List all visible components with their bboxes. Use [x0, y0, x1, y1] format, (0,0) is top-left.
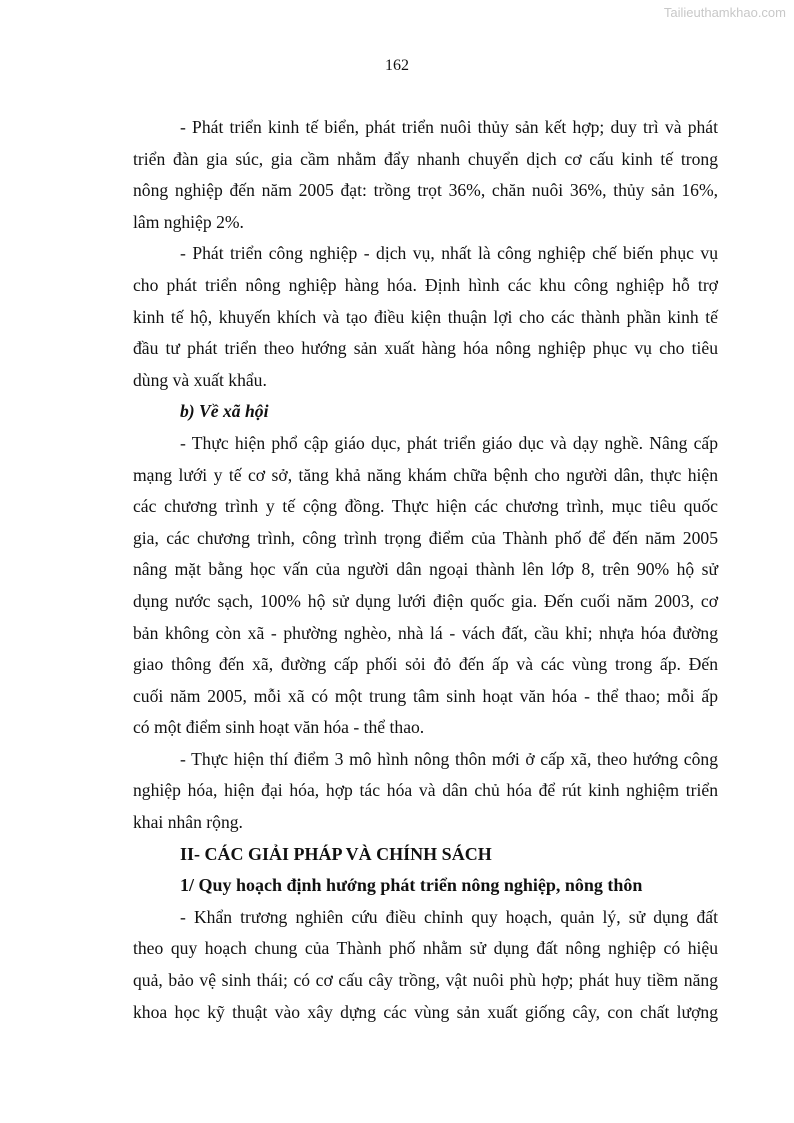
- watermark: Tailieuthamkhao.com: [663, 5, 786, 20]
- document-body: [133, 112, 718, 1028]
- text-line: triển đàn gia súc, gia cầm nhằm đẩy nhanh chuyển dịch cơ cấu kinh tế trong: [133, 148, 718, 169]
- text-line: cuối năm 2005, mỗi xã có một trung tâm sinh hoạt văn hóa - thể thao; mỗi ấp: [133, 685, 718, 706]
- text-line: bản không còn xã - phường nghèo, nhà lá - vách đất, cầu khỉ; nhựa hóa đường: [133, 622, 718, 643]
- text-line: quả, bảo vệ sinh thái; có cơ cấu cây trồng, vật nuôi phù hợp; phát huy tiềm năng: [133, 970, 718, 991]
- text-line: có một điểm sinh hoạt văn hóa - thể thao.: [133, 717, 425, 738]
- text-line: dụng nước sạch, 100% hộ sử dụng lưới điện quốc gia. Đến cuối năm 2003, cơ: [133, 590, 718, 611]
- section-heading: [133, 396, 718, 428]
- text-line: nâng mặt bằng học vấn của người dân ngoại thành lên lớp 8, trên 90% hộ sử: [133, 559, 718, 580]
- text-line: lâm nghiệp 2%.: [133, 211, 244, 232]
- paragraph: [133, 238, 718, 396]
- section-heading: [133, 870, 718, 902]
- paragraph: [133, 112, 718, 238]
- text-line: 1/ Quy hoạch định hướng phát triển nông nghiệp, nông thôn: [180, 875, 643, 896]
- text-line: cho phát triển nông nghiệp hàng hóa. Định hình các khu công nghiệp hỗ trợ: [133, 274, 718, 295]
- text-line: nông nghiệp đến năm 2005 đạt: trồng trọt 36%, chăn nuôi 36%, thủy sản 16%,: [133, 180, 718, 201]
- paragraph: [133, 744, 718, 839]
- paragraph: [133, 902, 718, 1028]
- text-line: các chương trình y tế cộng đồng. Thực hiện các chương trình, mục tiêu quốc: [133, 496, 718, 517]
- text-line: đầu tư phát triển theo hướng sản xuất hàng hóa nông nghiệp phục vụ cho tiêu: [133, 338, 718, 359]
- text-line: - Thực hiện phổ cập giáo dục, phát triển giáo dục và dạy nghề. Nâng cấp: [180, 432, 718, 453]
- section-heading: [133, 839, 718, 871]
- text-line: theo quy hoạch chung của Thành phố nhằm sử dụng đất nông nghiệp có hiệu: [133, 938, 718, 959]
- text-line: II- CÁC GIẢI PHÁP VÀ CHÍNH SÁCH: [180, 843, 492, 864]
- text-line: nghiệp hóa, hiện đại hóa, hợp tác hóa và dân chủ hóa để rút kinh nghiệm triển: [133, 780, 718, 801]
- text-line: - Phát triển công nghiệp - dịch vụ, nhất là công nghiệp chế biến phục vụ: [180, 243, 718, 264]
- text-line: gia, các chương trình, công trình trọng điểm của Thành phố để đến năm 2005: [133, 527, 718, 548]
- text-line: kinh tế hộ, khuyến khích và tạo điều kiện thuận lợi cho các thành phần kinh tế: [133, 306, 718, 327]
- text-line: - Thực hiện thí điểm 3 mô hình nông thôn mới ở cấp xã, theo hướng công: [180, 748, 718, 769]
- text-line: khai nhân rộng.: [133, 812, 243, 833]
- page-number: 162: [385, 57, 409, 74]
- text-line: b) Về xã hội: [180, 401, 269, 422]
- text-line: giao thông đến xã, đường cấp phối sỏi đỏ đến ấp và các vùng trong ấp. Đến: [133, 654, 718, 675]
- text-line: - Phát triển kinh tế biển, phát triển nuôi thủy sản kết hợp; duy trì và phát: [180, 117, 718, 137]
- text-line: mạng lưới y tế cơ sở, tăng khả năng khám chữa bệnh cho người dân, thực hiện: [133, 464, 718, 485]
- paragraph: [133, 428, 718, 744]
- text-line: dùng và xuất khẩu.: [133, 369, 267, 390]
- text-line: - Khẩn trương nghiên cứu điều chỉnh quy hoạch, quản lý, sử dụng đất: [180, 906, 718, 927]
- text-line: khoa học kỹ thuật vào xây dựng các vùng sản xuất giống cây, con chất lượng: [133, 1001, 718, 1022]
